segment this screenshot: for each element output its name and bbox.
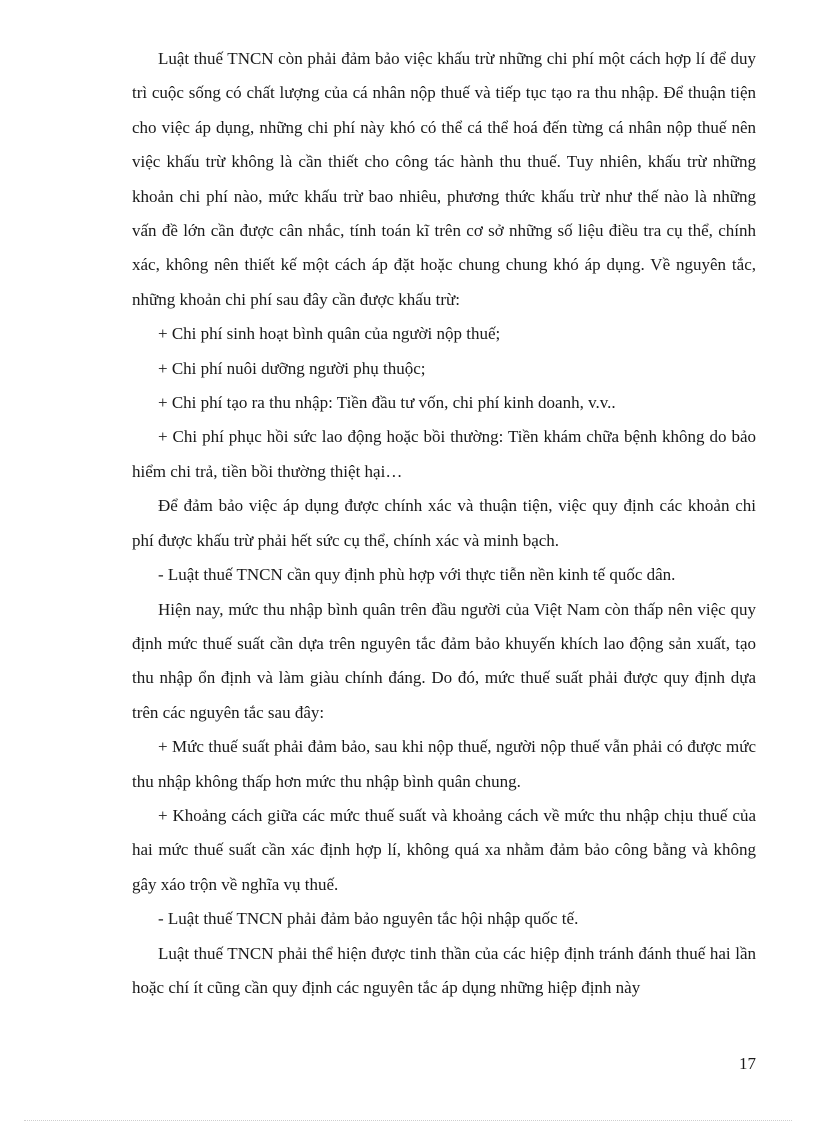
body-text — [132, 42, 756, 1005]
principle-economy-fit: - Luật thuế TNCN cần quy định phù hợp với thực tiễn nền kinh tế quốc dân. — [158, 565, 676, 585]
principle-integration: - Luật thuế TNCN phải đảm bảo nguyên tắc hội nhập quốc tế. — [158, 909, 579, 929]
list-item-dependents: + Chi phí nuôi dưỡng người phụ thuộc; — [158, 358, 426, 378]
paragraph-income-level: Hiện nay, mức thu nhập bình quân trên đầu người của Việt Nam còn thấp nên việc quy định mức thuế suất cần dựa trên nguyên tắc đảm bảo khuyến khích lao động sản xuất, tạo thu nhập ổn định và làm giàu chính đáng. Do đó, mức thuế suất phải được quy định dựa trên các nguyên tắc sau đây: — [132, 599, 756, 722]
paragraph-treaties: Luật thuế TNCN phải thể hiện được tinh thần của các hiệp định tránh đánh thuế hai lần hoặc chí ít cũng cần quy định các nguyên tắc áp dụng những hiệp định này — [132, 943, 756, 997]
list-item-rate-gaps: + Khoảng cách giữa các mức thuế suất và khoảng cách về mức thu nhập chịu thuế của hai mức thuế suất cần xác định hợp lí, không quá xa nhằm đảm bảo công bằng và không gây xáo trộn về nghĩa vụ thuế. — [132, 805, 756, 894]
footer-divider — [24, 1120, 792, 1121]
paragraph-transparency: Để đảm bảo việc áp dụng được chính xác và thuận tiện, việc quy định các khoản chi phí được khấu trừ phải hết sức cụ thể, chính xác và minh bạch. — [132, 496, 756, 550]
paragraph-deductions-intro: Luật thuế TNCN còn phải đảm bảo việc khấu trừ những chi phí một cách hợp lí để duy trì cuộc sống có chất lượng của cá nhân nộp thuế và tiếp tục tạo ra thu nhập. Để thuận tiện cho việc áp dụng, những chi phí này khó có thể cá thể hoá đến từng cá nhân nộp thuế nên việc khấu trừ không là cần thiết cho công tác hành thu thuế. Tuy nhiên, khấu trừ những khoản chi phí nào, mức khấu trừ bao nhiêu, phương thức khấu trừ như thế nào là những vấn đề lớn cần được cân nhắc, tính toán kĩ trên cơ sở những số liệu điều tra cụ thể, chính xác, không nên thiết kế một cách áp đặt hoặc chung chung khó áp dụng. Về nguyên tắc, những khoản chi phí sau đây cần được khấu trừ: — [132, 49, 756, 309]
list-item-living-cost: + Chi phí sinh hoạt bình quân của người nộp thuế; — [158, 324, 501, 344]
page-number: 17 — [739, 1054, 756, 1073]
list-item-recovery-cost: + Chi phí phục hồi sức lao động hoặc bồi thường: Tiền khám chữa bệnh không do bảo hiểm chi trả, tiền bồi thường thiệt hại… — [132, 427, 756, 481]
list-item-income-cost: + Chi phí tạo ra thu nhập: Tiền đầu tư vốn, chi phí kinh doanh, v.v.. — [158, 393, 616, 413]
list-item-rate-floor: + Mức thuế suất phải đảm bảo, sau khi nộp thuế, người nộp thuế vẫn phải có được mức thu nhập không thấp hơn mức thu nhập bình quân chung. — [132, 737, 756, 791]
